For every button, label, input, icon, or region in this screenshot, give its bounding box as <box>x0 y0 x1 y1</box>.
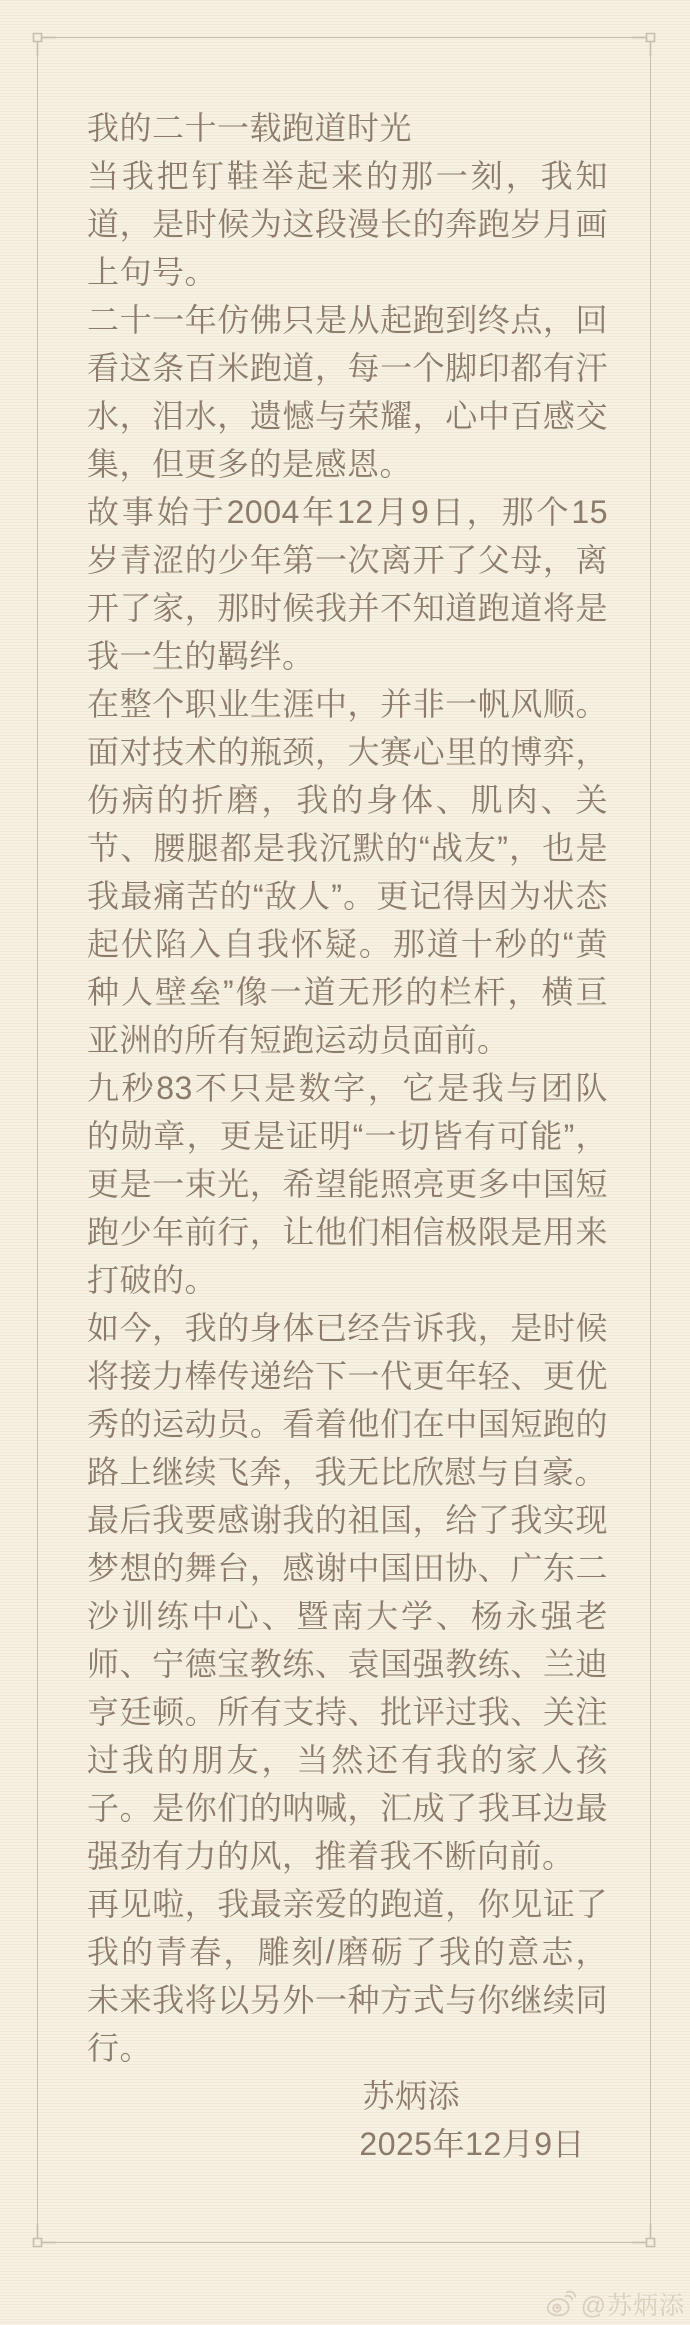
signature: 苏炳添 <box>362 2078 460 2114</box>
weibo-icon <box>545 2290 576 2318</box>
frame-border-left <box>37 56 39 2224</box>
letter-paragraph-4: 在整个职业生涯中，并非一帆风顺。面对技术的瓶颈，大赛心里的博弈，伤病的折磨，我的身体、肌肉、关节、腰腿都是我沉默的“战友”，也是我最痛苦的“敌人”。更记得因为状态起伏陷入自我怀疑。那道十秒的“黄种人壁垒”像一道无形的栏杆，横亘亚洲的所有短跑运动员面前。 <box>87 686 608 1058</box>
frame-corner-ornament-top-right <box>632 30 658 56</box>
frame-corner-ornament-bottom-left <box>30 2224 56 2250</box>
frame-border-right <box>650 56 652 2224</box>
letter-paragraph-5: 九秒83不只是数字，它是我与团队的勋章，更是证明“一切皆有可能”，更是一束光，希望能照亮更多中国短跑少年前行，让他们相信极限是用来打破的。 <box>87 1070 608 1298</box>
letter-paragraph-6: 如今，我的身体已经告诉我，是时候将接力棒传递给下一代更年轻、更优秀的运动员。看着他们在中国短跑的路上继续飞奔，我无比欣慰与自豪。 <box>87 1310 608 1490</box>
weibo-watermark <box>545 2286 685 2322</box>
frame-border-bottom <box>56 2242 632 2244</box>
frame-border-top <box>56 37 632 39</box>
letter-paragraph-7: 最后我要感谢我的祖国，给了我实现梦想的舞台，感谢中国田协、广东二沙训练中心、暨南大学、杨永强老师、宁德宝教练、袁国强教练、兰迪亨廷顿。所有支持、批评过我、关注过我的朋友，当然还有我的家人孩子。是你们的呐喊，汇成了我耳边最强劲有力的风，推着我不断向前。 <box>87 1502 608 1874</box>
watermark-handle: @苏炳添 <box>580 2292 685 2320</box>
letter-paragraph-8: 再见啦，我最亲爱的跑道，你见证了我的青春，雕刻/磨砺了我的意志，未来我将以另外一种方式与你继续同行。 <box>87 1886 608 2066</box>
letter-paragraph-3: 故事始于2004年12月9日，那个15岁青涩的少年第一次离开了父母，离开了家，那时候我并不知道跑道将是我一生的羁绊。 <box>87 494 608 674</box>
letter-paragraph-1: 当我把钉鞋举起来的那一刻，我知道，是时候为这段漫长的奔跑岁月画上句号。 <box>87 158 608 290</box>
frame-corner-ornament-bottom-right <box>632 2224 658 2250</box>
letter-title: 我的二十一载跑道时光 <box>87 110 413 146</box>
signature-date: 2025年12月9日 <box>359 2126 585 2162</box>
letter-content <box>87 104 608 2168</box>
letter-paragraph-2: 二十一年仿佛只是从起跑到终点，回看这条百米跑道，每一个脚印都有汗水，泪水，遗憾与荣耀，心中百感交集，但更多的是感恩。 <box>87 302 608 482</box>
frame-corner-ornament-top-left <box>30 30 56 56</box>
